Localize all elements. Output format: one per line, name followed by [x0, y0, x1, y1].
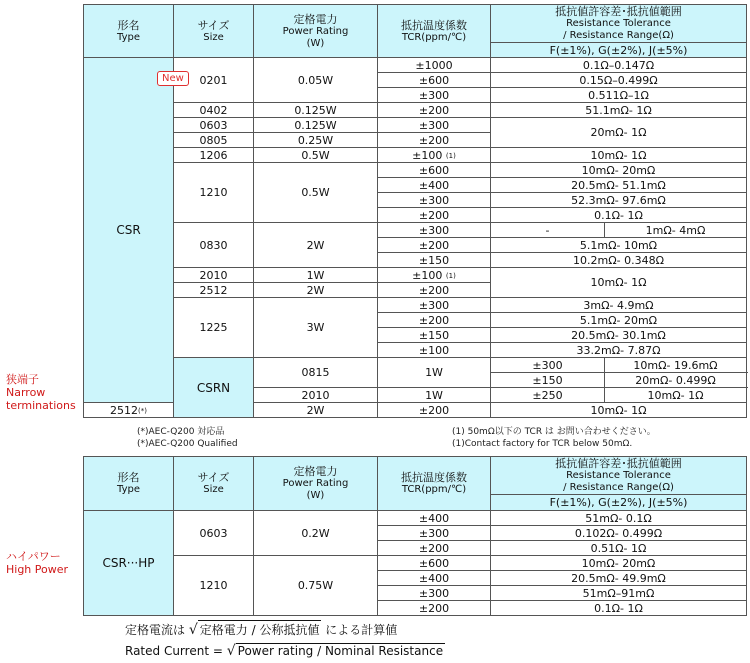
size-hp-1210: 1210: [174, 556, 254, 616]
tcr-cell: ±300: [378, 118, 491, 133]
tcr-cell: ±150: [378, 328, 491, 343]
size-0815: 0815: [254, 358, 378, 388]
range-cell: 0.51Ω- 1Ω: [491, 541, 747, 556]
range-cell: 20mΩ- 1Ω: [491, 118, 747, 148]
range-cell: 10mΩ- 19.6mΩ: [605, 358, 747, 373]
tcr-cell: ±600: [378, 73, 491, 88]
tcr-cell: ±600: [378, 556, 491, 571]
col-tcr: 抵抗温度係数 TCR(ppm/℃): [378, 457, 491, 511]
range-cell-f: -: [491, 223, 605, 238]
power-0603: 0.125W: [254, 118, 378, 133]
size-0603: 0603: [174, 118, 254, 133]
range-cell-gj: 1mΩ- 4mΩ: [605, 223, 747, 238]
type-csr-hp: CSR···HP: [84, 511, 174, 616]
tcr-cell: ±150: [378, 253, 491, 268]
range-cell: 0.1Ω–0.147Ω: [491, 58, 747, 73]
range-cell: 10.2mΩ- 0.348Ω: [491, 253, 747, 268]
size-0805: 0805: [174, 133, 254, 148]
tcr-cell: ±200: [378, 601, 491, 616]
range-cell: 51.1mΩ- 1Ω: [491, 103, 747, 118]
size-0830: 0830: [174, 223, 254, 268]
power-1210: 0.5W: [254, 163, 378, 223]
range-cell: 0.102Ω- 0.499Ω: [491, 526, 747, 541]
tcr-cell: ±600: [378, 163, 491, 178]
tcr-cell: ±200: [378, 313, 491, 328]
size-2512: 2512: [174, 283, 254, 298]
tcr-cell: ±300: [378, 193, 491, 208]
range-cell: 52.3mΩ- 97.6mΩ: [491, 193, 747, 208]
size-n2512: 2512(*): [84, 403, 174, 418]
type-csrn: CSRN: [174, 358, 254, 418]
tcr-cell: ±200: [378, 133, 491, 148]
tcr-cell: ±200: [378, 403, 491, 418]
range-cell: 20.5mΩ- 51.1mΩ: [491, 178, 747, 193]
range-cell: 10mΩ- 1Ω: [491, 148, 747, 163]
range-cell: 10mΩ- 1Ω: [491, 403, 747, 418]
col-type: 形名 Type: [84, 5, 174, 58]
tcr-cell: ±300: [378, 526, 491, 541]
label-high-power: ハイパワー High Power: [6, 550, 69, 576]
power-hp-1210: 0.75W: [254, 556, 378, 616]
tcr-cell: ±200: [378, 283, 491, 298]
range-cell: 3mΩ- 4.9mΩ: [491, 298, 747, 313]
size-hp-0603: 0603: [174, 511, 254, 556]
spec-table-csr: [83, 4, 747, 418]
note-tcr: (1) 50mΩ以下の TCR は お問い合わせください。 (1)Contact factory for TCR below 50mΩ.: [452, 427, 656, 449]
col-tolerance: F(±1%), G(±2%), J(±5%): [491, 495, 747, 511]
tcr-cell: ±300: [378, 586, 491, 601]
size-0201: 0201: [174, 58, 254, 103]
range-cell: 0.1Ω- 1Ω: [491, 208, 747, 223]
power-n2512: 2W: [254, 403, 378, 418]
col-size: サイズ Size: [174, 5, 254, 58]
range-cell: 5.1mΩ- 20mΩ: [491, 313, 747, 328]
range-cell: 20mΩ- 0.499Ω: [605, 373, 747, 388]
spec-table-csr-hp: [83, 456, 747, 616]
tcr-cell: ±150: [491, 373, 605, 388]
col-size: サイズ Size: [174, 457, 254, 511]
tcr-cell: ±400: [378, 511, 491, 526]
power-0201: 0.05W: [254, 58, 378, 103]
formula-en: Rated Current = √ Power rating / Nominal Resistance: [125, 643, 444, 659]
tcr-cell: ±100: [378, 343, 491, 358]
new-badge: New: [157, 71, 189, 86]
power-0830: 2W: [254, 223, 378, 268]
size-n2010: 2010: [254, 388, 378, 403]
tcr-cell: ±250: [491, 388, 605, 403]
col-tcr: 抵抗温度係数 TCR(ppm/℃): [378, 5, 491, 58]
formula-jp: 定格電流は √ 定格電力 / 公称抵抗値 による計算値: [125, 622, 398, 638]
range-cell: 51mΩ–91mΩ: [491, 586, 747, 601]
size-1225: 1225: [174, 298, 254, 358]
range-cell: 20.5mΩ- 49.9mΩ: [491, 571, 747, 586]
col-range: 抵抗値許容差･抵抗値範囲 Resistance Tolerance / Resistance Range(Ω): [491, 5, 747, 43]
col-type: 形名 Type: [84, 457, 174, 511]
range-cell: 51mΩ- 0.1Ω: [491, 511, 747, 526]
range-cell: 0.1Ω- 1Ω: [491, 601, 747, 616]
tcr-cell: ±200: [378, 208, 491, 223]
range-cell: 10mΩ- 20mΩ: [491, 556, 747, 571]
range-cell: 5.1mΩ- 10mΩ: [491, 238, 747, 253]
range-cell: 10mΩ- 1Ω: [491, 268, 747, 298]
note-aec: (*)AEC-Q200 対応品 (*)AEC-Q200 Qualified: [137, 427, 238, 449]
type-csr: CSR: [84, 58, 174, 403]
range-cell: 0.15Ω–0.499Ω: [491, 73, 747, 88]
tcr-cell: ±200: [378, 541, 491, 556]
size-1210: 1210: [174, 163, 254, 223]
power-hp-0603: 0.2W: [254, 511, 378, 556]
range-cell: 0.511Ω–1Ω: [491, 88, 747, 103]
tcr-cell: ±200: [378, 103, 491, 118]
tcr-cell: ±300: [378, 88, 491, 103]
tcr-cell: ±300: [491, 358, 605, 373]
power-1225: 3W: [254, 298, 378, 358]
power-2512: 2W: [254, 283, 378, 298]
col-range: 抵抗値許容差･抵抗値範囲 Resistance Tolerance / Resistance Range(Ω): [491, 457, 747, 495]
power-n2010: 1W: [378, 388, 491, 403]
power-0402: 0.125W: [254, 103, 378, 118]
col-power: 定格電力 Power Rating (W): [254, 457, 378, 511]
tcr-cell: ±1000: [378, 58, 491, 73]
size-1206: 1206: [174, 148, 254, 163]
tcr-cell: ±100 (1): [378, 148, 491, 163]
range-cell: 20.5mΩ- 30.1mΩ: [491, 328, 747, 343]
range-cell: 33.2mΩ- 7.87Ω: [491, 343, 747, 358]
power-1206: 0.5W: [254, 148, 378, 163]
power-0815: 1W: [378, 358, 491, 388]
col-power: 定格電力 Power Rating (W): [254, 5, 378, 58]
range-cell: 10mΩ- 1Ω: [605, 388, 747, 403]
size-2010: 2010: [174, 268, 254, 283]
tcr-cell: ±300: [378, 298, 491, 313]
tcr-cell: ±400: [378, 571, 491, 586]
power-2010: 1W: [254, 268, 378, 283]
range-cell: 10mΩ- 20mΩ: [491, 163, 747, 178]
label-narrow-terminations: 狭端子 Narrow terminations: [6, 373, 76, 412]
power-0805: 0.25W: [254, 133, 378, 148]
size-0402: 0402: [174, 103, 254, 118]
tcr-cell: ±300: [378, 223, 491, 238]
tcr-cell: ±200: [378, 238, 491, 253]
col-tolerance: F(±1%), G(±2%), J(±5%): [491, 43, 747, 58]
tcr-cell: ±400: [378, 178, 491, 193]
tcr-cell: ±100 (1): [378, 268, 491, 283]
